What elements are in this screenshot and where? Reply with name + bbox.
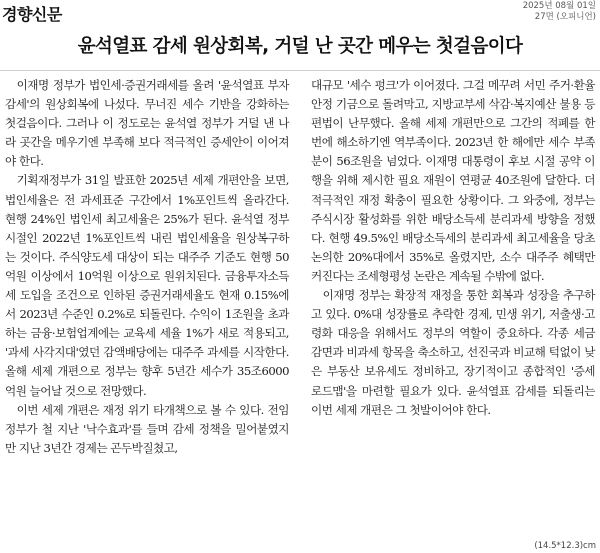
page-section: 27면 (오피니언) (534, 12, 596, 22)
clipping-size: (14.5*12.3)cm (534, 541, 596, 551)
paragraph: 기획재정부가 31일 발표한 2025년 세제 개편안을 보면, 법인세율은 전 과세표준 구간에서 1%포인트씩 올라간다. 현행 24%인 법인세 최고세율은 25%가 된다. 윤석열 정부 시절인 2022년 1%포인트씩 내린 법인세율을 원상복구하는 것이다. 주식양도세 대상이 되는 대주주 기준도 현행 50억원 이상에서 10억원 이상으로 원위치된다. 금융투자소득세 도입을 조건으로 인하된 증권거래세율도 현재 0.15%에서 2023년 수준인 0.2%로 되돌린다. 수익이 1조원을 초과하는 금융·보험업계에는 교육세 세율 1%가 새로 적용되고, '과세 사각지대'였던 감액배당에는 대주주 과세를 시작한다. 올해 세제 개편으로 정부는 향후 5년간 세수가 35조6000억원 늘어날 것으로 전망했다. (5, 173, 289, 398)
issue-date: 2025년 08월 01일 (522, 1, 596, 11)
paragraph: 이번 세제 개편은 재정 위기 타개책으로 볼 수 있다. 전임 정부가 철 지난 '낙수효과'를 들며 감세 정책을 밀어붙였지만 지난 3년간 경제는 곤두박질쳤고, (5, 402, 289, 455)
article-column-left (5, 76, 289, 458)
headline-divider (0, 70, 600, 71)
article-headline: 윤석열표 감세 원상회복, 거덜 난 곳간 메우는 첫걸음이다 (77, 36, 523, 57)
newspaper-logo: 경향신문 (2, 5, 62, 24)
masthead (0, 0, 600, 26)
paragraph: 이재명 정부가 법인세·증권거래세를 올려 '윤석열표 부자 감세'의 원상회복에 나섰다. 무너진 세수 기반을 강화하는 첫걸음이다. 그러나 이 정도로는 윤석열 정부가 거덜 낸 나라 곳간을 메우기엔 부족해 보다 적극적인 증세안이 이어져야 한다. (5, 78, 289, 169)
paragraph: 대규모 '세수 펑크'가 이어졌다. 그걸 메꾸려 서민 주거·환율안정 기금으로 돌려막고, 지방교부세 삭감·복지예산 불용 등 편법이 난무했다. 올해 세제 개편만으로 그간의 적폐를 한 번에 해소하기엔 역부족이다. 2023년 한 해에만 세수 부족분이 56조원을 넘었다. 이재명 대통령이 후보 시절 공약 이행을 위해 제시한 필요 재원이 연평균 40조원에 달한다. 더 적극적인 재정 확충이 필요한 상황이다. 그 와중에, 정부는 주식시장 활성화를 위한 배당소득세 분리과세 방향을 정했다. 현행 49.5%인 배당소득세의 분리과세 최고세율을 당초 논의한 20%대에서 35%로 올렸지만, 소수 대주주 혜택만 커진다는 조세형평성 논란은 계속될 수밖에 없다. (311, 78, 595, 283)
article-column-right (311, 76, 595, 420)
issue-meta (523, 1, 596, 23)
paragraph: 이재명 정부는 확장적 재정을 통한 회복과 성장을 추구하고 있다. 0%대 성장률로 추락한 경제, 민생 위기, 저출생·고령화 대응을 위해서도 정부의 역할이 중요하다. 각종 세금 감면과 비과세 항목을 축소하고, 선진국과 비교해 턱없이 낮은 부동산 보유세도 정비하고, 장기적이고 종합적인 '증세 로드맵'을 마련할 필요가 있다. 윤석열표 감세를 되돌리는 이번 세제 개편은 그 첫발이어야 한다. (311, 288, 595, 417)
